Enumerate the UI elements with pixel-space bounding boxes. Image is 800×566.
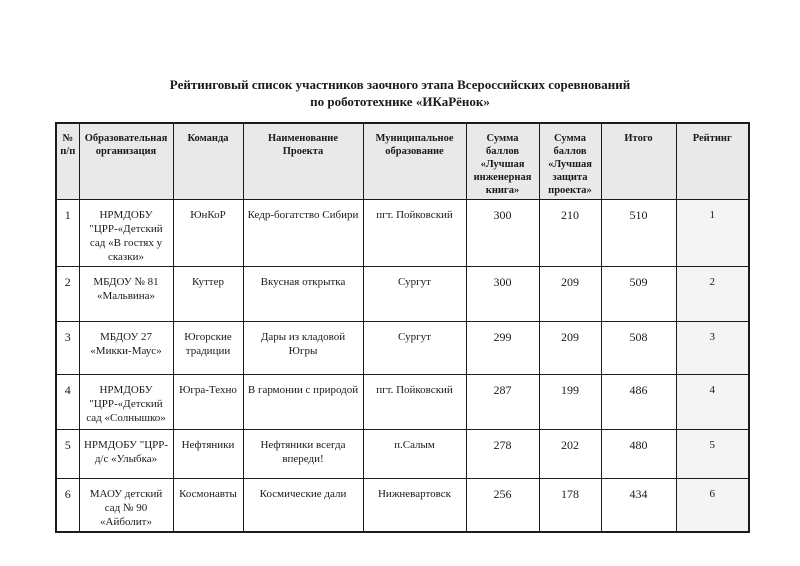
rating-table [55, 122, 750, 533]
cell-total: 434 [601, 479, 676, 533]
cell-number: 4 [56, 375, 79, 430]
cell-score-defense: 209 [539, 267, 601, 322]
cell-score-book: 256 [466, 479, 539, 533]
col-header-team: Команда [173, 123, 243, 200]
cell-rating: 4 [676, 375, 749, 430]
page-title-line-2: по робототехнике «ИКаРёнок» [310, 94, 490, 109]
cell-organization: НРМДОБУ "ЦРР-д/с «Улыбка» [79, 430, 173, 479]
col-header-number: № п/п [56, 123, 79, 200]
page-title-line-1: Рейтинговый список участников заочного этапа Всероссийских соревнований [169, 77, 631, 92]
cell-number: 5 [56, 430, 79, 479]
cell-number: 6 [56, 479, 79, 533]
col-header-rating: Рейтинг [676, 123, 749, 200]
cell-score-book: 300 [466, 200, 539, 267]
cell-project: Космические дали [243, 479, 363, 533]
cell-team: Югра-Техно [173, 375, 243, 430]
cell-municipality: пгт. Пойковский [363, 200, 466, 267]
table-row [56, 322, 749, 375]
col-header-organization: Образовательная организация [79, 123, 173, 200]
cell-rating: 2 [676, 267, 749, 322]
cell-team: ЮнКоР [173, 200, 243, 267]
cell-total: 486 [601, 375, 676, 430]
cell-team: Космонавты [173, 479, 243, 533]
cell-organization: МАОУ детский сад № 90 «Айболит» [79, 479, 173, 533]
cell-total: 480 [601, 430, 676, 479]
col-header-score-engineering-book: Сумма баллов «Лучшая инженерная книга» [466, 123, 539, 200]
cell-number: 2 [56, 267, 79, 322]
cell-team: Куттер [173, 267, 243, 322]
cell-number: 3 [56, 322, 79, 375]
cell-score-defense: 199 [539, 375, 601, 430]
cell-score-book: 300 [466, 267, 539, 322]
cell-municipality: Сургут [363, 322, 466, 375]
cell-total: 510 [601, 200, 676, 267]
table-row [56, 267, 749, 322]
col-header-score-project-defense: Сумма баллов «Лучшая защита проекта» [539, 123, 601, 200]
cell-municipality: пгт. Пойковский [363, 375, 466, 430]
cell-total: 508 [601, 322, 676, 375]
table-row [56, 479, 749, 533]
cell-organization: НРМДОБУ "ЦРР-«Детский сад «В гостях у сказки» [79, 200, 173, 267]
cell-rating: 1 [676, 200, 749, 267]
cell-score-defense: 210 [539, 200, 601, 267]
page-title [0, 76, 800, 110]
cell-total: 509 [601, 267, 676, 322]
cell-organization: МБДОУ 27 «Микки-Маус» [79, 322, 173, 375]
cell-project: Вкусная открытка [243, 267, 363, 322]
cell-score-defense: 178 [539, 479, 601, 533]
cell-project: В гармонии с природой [243, 375, 363, 430]
cell-team: Югорские традиции [173, 322, 243, 375]
cell-project: Нефтяники всегда впереди! [243, 430, 363, 479]
cell-organization: НРМДОБУ "ЦРР-«Детский сад «Солнышко» [79, 375, 173, 430]
cell-number: 1 [56, 200, 79, 267]
cell-project: Кедр-богатство Сибири [243, 200, 363, 267]
col-header-municipality: Муниципальное образование [363, 123, 466, 200]
cell-municipality: Сургут [363, 267, 466, 322]
cell-score-defense: 202 [539, 430, 601, 479]
cell-municipality: п.Салым [363, 430, 466, 479]
cell-team: Нефтяники [173, 430, 243, 479]
cell-score-book: 299 [466, 322, 539, 375]
table-row [56, 200, 749, 267]
cell-score-book: 278 [466, 430, 539, 479]
cell-score-book: 287 [466, 375, 539, 430]
col-header-total: Итого [601, 123, 676, 200]
cell-rating: 3 [676, 322, 749, 375]
cell-project: Дары из кладовой Югры [243, 322, 363, 375]
table-header-row [56, 123, 749, 200]
cell-score-defense: 209 [539, 322, 601, 375]
cell-rating: 5 [676, 430, 749, 479]
cell-rating: 6 [676, 479, 749, 533]
cell-municipality: Нижневартовск [363, 479, 466, 533]
cell-organization: МБДОУ № 81 «Мальвина» [79, 267, 173, 322]
col-header-project: Наименование Проекта [243, 123, 363, 200]
table-row [56, 430, 749, 479]
table-row [56, 375, 749, 430]
